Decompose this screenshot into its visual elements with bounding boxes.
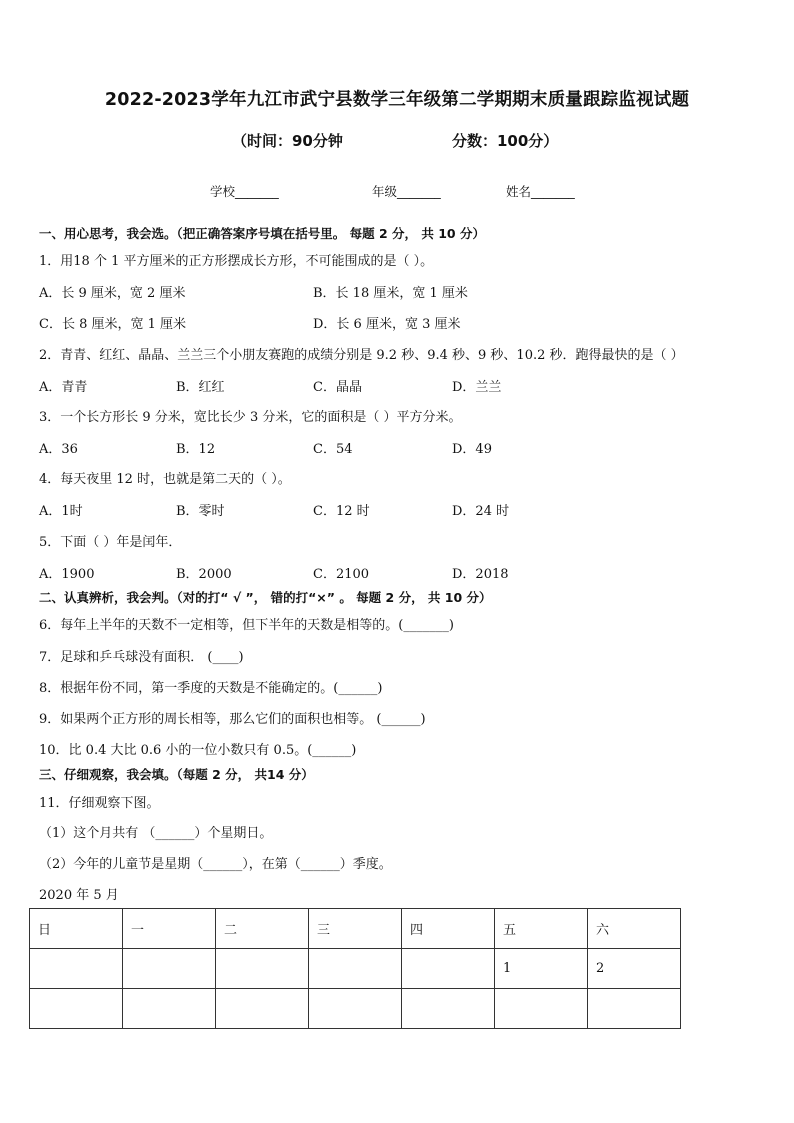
calendar-header: 四 <box>402 909 495 949</box>
question-5: 5．下面（ ）年是闰年． <box>39 535 182 550</box>
option-2c: C．晶晶 <box>313 380 362 395</box>
question-8: 8．根据年份不同，第一季度的天数是不能确定的。(______) <box>39 681 383 696</box>
option-3c: C．54 <box>313 442 353 457</box>
calendar-cell <box>402 989 495 1029</box>
option-5b: B．2000 <box>176 567 232 582</box>
calendar-header: 三 <box>309 909 402 949</box>
option-2b: B．红红 <box>176 380 225 395</box>
calendar-cell: 1 <box>495 949 588 989</box>
option-2d: D．兰兰 <box>452 380 502 395</box>
option-4c: C．12 时 <box>313 504 370 519</box>
calendar-cell <box>402 949 495 989</box>
calendar-row <box>30 949 681 989</box>
question-11: 11．仔细观察下图。 <box>39 796 160 811</box>
option-3d: D．49 <box>452 442 492 457</box>
calendar-caption: 2020 年 5 月 <box>39 888 119 903</box>
option-5a: A．1900 <box>39 567 95 582</box>
score-label: 分数：100分） <box>452 132 559 150</box>
question-11-part-2: （2）今年的儿童节是星期（______），在第（______）季度。 <box>39 857 392 872</box>
question-10: 10．比 0.4 大比 0.6 小的一位小数只有 0.5。(______) <box>39 743 357 758</box>
section-heading-3: 三、仔细观察，我会填。（每题 2 分， 共14 分） <box>39 767 314 782</box>
calendar-cell <box>309 949 402 989</box>
school-field: 学校_______ <box>210 184 279 199</box>
page-title: 2022-2023学年九江市武宁县数学三年级第二学期期末质量跟踪监视试题 <box>104 90 690 110</box>
question-9: 9．如果两个正方形的周长相等，那么它们的面积也相等。 (______) <box>39 712 426 727</box>
calendar-cell <box>30 989 123 1029</box>
option-2a: A．青青 <box>39 380 88 395</box>
calendar-header: 二 <box>216 909 309 949</box>
grade-field: 年级_______ <box>372 184 441 199</box>
calendar-cell <box>216 989 309 1029</box>
section-heading-1: 一、用心思考，我会选。（把正确答案序号填在括号里。 每题 2 分， 共 10 分） <box>39 226 485 241</box>
question-2: 2．青青、红红、晶晶、兰兰三个小朋友赛跑的成绩分别是 9.2 秒、9.4 秒、9 秒、10.2 秒．跑得最快的是（ ） <box>39 348 684 363</box>
option-4b: B．零时 <box>176 504 225 519</box>
name-field: 姓名_______ <box>506 184 575 199</box>
option-4d: D．24 时 <box>452 504 510 519</box>
calendar-header: 日 <box>30 909 123 949</box>
time-label: （时间：90分钟 <box>232 132 343 150</box>
question-11-part-1: （1）这个月共有 （______）个星期日。 <box>39 826 273 841</box>
question-1: 1．用18 个 1 平方厘米的正方形摆成长方形，不可能围成的是（ ）。 <box>39 254 434 269</box>
calendar-header: 六 <box>588 909 681 949</box>
calendar-header: 一 <box>123 909 216 949</box>
section-heading-2: 二、认真辨析，我会判。（对的打“ √ ”， 错的打“×” 。 每题 2 分， 共 10 分） <box>39 590 492 605</box>
option-3a: A．36 <box>39 442 78 457</box>
option-5d: D．2018 <box>452 567 509 582</box>
option-4a: A．1时 <box>39 504 83 519</box>
option-5c: C．2100 <box>313 567 370 582</box>
calendar-cell <box>309 989 402 1029</box>
option-1d: D．长 6 厘米，宽 3 厘米 <box>313 317 461 332</box>
calendar-header: 五 <box>495 909 588 949</box>
calendar-cell: 2 <box>588 949 681 989</box>
option-3b: B．12 <box>176 442 216 457</box>
calendar-cell <box>123 989 216 1029</box>
calendar-cell <box>30 949 123 989</box>
calendar-cell <box>495 989 588 1029</box>
calendar-table <box>29 908 681 1029</box>
calendar-cell <box>216 949 309 989</box>
question-4: 4．每天夜里 12 时，也就是第二天的（ ）。 <box>39 472 291 487</box>
option-1b: B．长 18 厘米，宽 1 厘米 <box>313 286 468 301</box>
calendar-header-row <box>30 909 681 949</box>
question-6: 6．每年上半年的天数不一定相等，但下半年的天数是相等的。(_______) <box>39 618 454 633</box>
option-1c: C．长 8 厘米，宽 1 厘米 <box>39 317 187 332</box>
calendar-row <box>30 989 681 1029</box>
calendar-cell <box>588 989 681 1029</box>
option-1a: A．长 9 厘米，宽 2 厘米 <box>39 286 186 301</box>
question-3: 3．一个长方形长 9 分米，宽比长少 3 分米，它的面积是（ ）平方分米。 <box>39 410 462 425</box>
calendar-cell <box>123 949 216 989</box>
question-7: 7．足球和乒乓球没有面积． (____) <box>39 650 244 665</box>
